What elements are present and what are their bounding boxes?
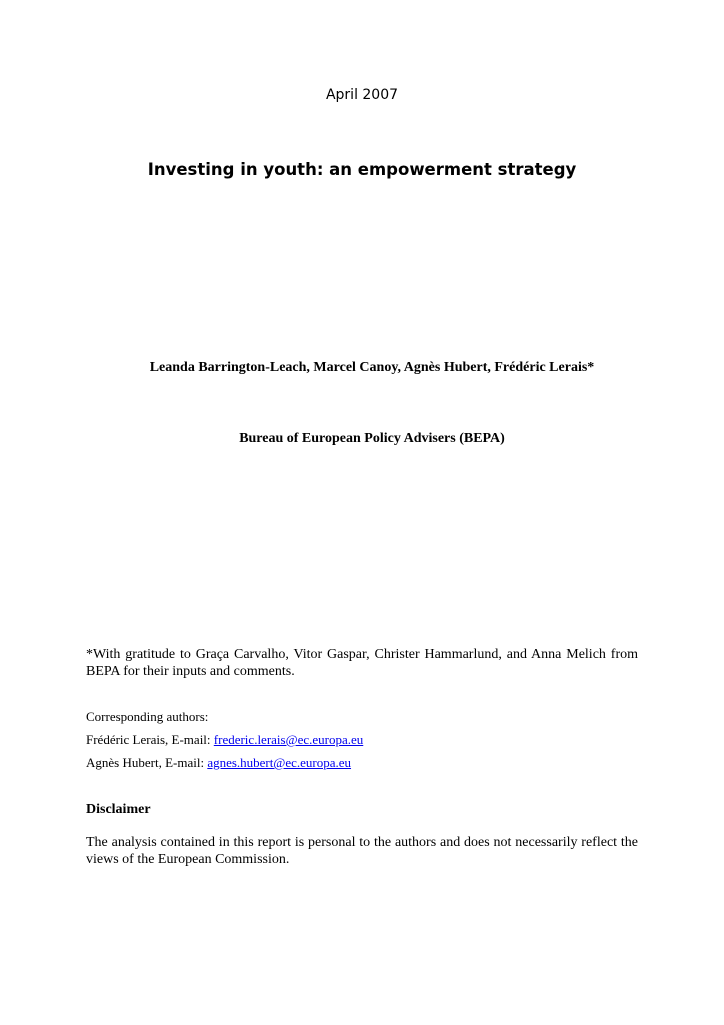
email-link-hubert[interactable]: agnes.hubert@ec.europa.eu	[207, 755, 352, 770]
contact-lerais-label: Frédéric Lerais, E-mail:	[86, 732, 214, 747]
contact-hubert-label: Agnès Hubert, E-mail:	[86, 755, 208, 770]
report-date: April 2007	[325, 87, 399, 103]
contact-lerais	[86, 732, 363, 748]
affiliation: Bureau of European Policy Advisers (BEPA)	[239, 431, 505, 446]
author-list: Leanda Barrington-Leach, Marcel Canoy, Agnès Hubert, Frédéric Lerais*	[149, 360, 595, 375]
corresponding-authors-heading: Corresponding authors:	[86, 709, 209, 724]
report-title: Investing in youth: an empowerment strategy	[147, 160, 577, 179]
disclaimer-heading: Disclaimer	[86, 802, 151, 817]
acknowledgement-note: *With gratitude to Graça Carvalho, Vitor Gaspar, Christer Hammarlund, and Anna Melich from BEPA for their inputs and comments.	[86, 647, 638, 679]
email-link-lerais[interactable]: frederic.lerais@ec.europa.eu	[213, 732, 364, 747]
contact-hubert	[86, 755, 351, 771]
disclaimer-text: The analysis contained in this report is personal to the authors and does not necessarily reflect the views of the European Commission.	[86, 835, 638, 867]
